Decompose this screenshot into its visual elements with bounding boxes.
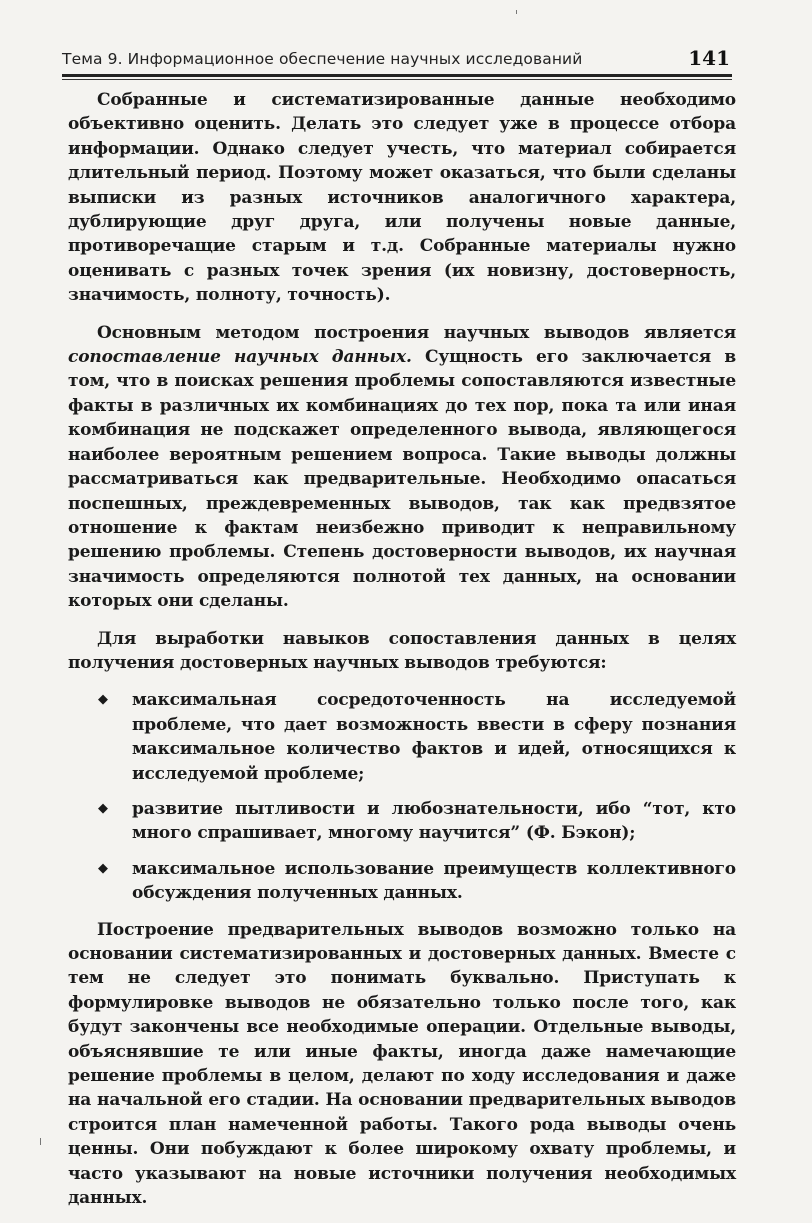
list-item — [68, 688, 736, 786]
paragraph-1 — [68, 88, 736, 308]
list-item-text: максимальное использование преимуществ коллективного обсуждения полученных данных. — [132, 858, 736, 904]
scan-speck — [40, 1138, 41, 1145]
diamond-bullet-icon: ◆ — [98, 800, 108, 816]
list-item — [68, 797, 736, 846]
paragraph-1-text: Собранные и систематизированные данные необходимо объективно оценить. Делать это следует уже в процессе отбора информации. Однако следует учесть, что материал собирается длительный период. Поэтому может оказаться, что были сделаны выписки из разных источников аналогичного характера, дублирующие друг друга, или получены новые данные, противоречащие старым и т.д. Собранные материалы нужно оценивать с разных точек зрения (их новизну, достоверность, значимость, полноту, точность). — [68, 90, 736, 306]
paragraph-2-body: Сущность его заключается в том, что в поисках решения проблемы сопоставляются известные факты в различных их комбинациях до тех пор, пока та или иная комбинация не подскажет определенного вывода, являющегося наиболее вероятным решением вопроса. Такие выводы должны рассматриваться как предварительные. Необходимо опасаться поспешных, преждевременных выводов, так как предвзятое отношение к фактам неизбежно приводит к неправильному решению проблемы. Степень достоверности выводов, их научная значимость определяются полнотой тех данных, на основании которых они сделаны. — [68, 347, 736, 612]
page-body — [68, 88, 736, 1223]
list-item-text: развитие пытливости и любознательности, ибо “тот, кто много спрашивает, многому научится” (Ф. Бэкон); — [132, 798, 736, 844]
running-header — [62, 44, 732, 76]
emphasized-term: сопоставление научных данных. — [68, 347, 412, 368]
page-number: 141 — [688, 46, 730, 70]
paragraph-2-intro: Основным методом построения научных выводов является — [97, 322, 736, 343]
paragraph-3 — [68, 627, 736, 676]
header-rule-thick — [62, 74, 732, 77]
requirements-list — [68, 688, 736, 905]
diamond-bullet-icon: ◆ — [98, 692, 108, 708]
list-item — [68, 857, 736, 906]
list-item-text: максимальная сосредоточенность на исследуемой проблеме, что дает возможность ввести в сферу познания максимальное количество фактов и идей, относящихся к исследуемой проблеме; — [132, 690, 736, 784]
chapter-title: Тема 9. Информационное обеспечение научных исследований — [62, 50, 583, 68]
paragraph-4-text: Построение предварительных выводов возможно только на основании систематизированных и достоверных данных. Вместе с тем не следует это понимать буквально. Приступать к формулировке выводов не обязательно только после того, как будут закончены все необходимые операции. Отдельные выводы, объяснявшие те или иные факты, иногда даже намечающие решение проблемы в целом, делают по ходу исследования и даже на начальной его стадии. На основании предварительных выводов строится план намеченной работы. Такого рода выводы очень ценны. Они побуждают к более широкому охвату проблемы, и часто указывают на новые источники получения необходимых данных. — [68, 919, 736, 1209]
diamond-bullet-icon: ◆ — [98, 860, 108, 876]
paragraph-4 — [68, 918, 736, 1211]
paragraph-2 — [68, 321, 736, 614]
scan-speck — [516, 10, 517, 14]
paragraph-3-text: Для выработки навыков сопоставления данных в целях получения достоверных научных выводов требуются: — [68, 628, 736, 673]
header-rule-thin — [62, 79, 732, 80]
